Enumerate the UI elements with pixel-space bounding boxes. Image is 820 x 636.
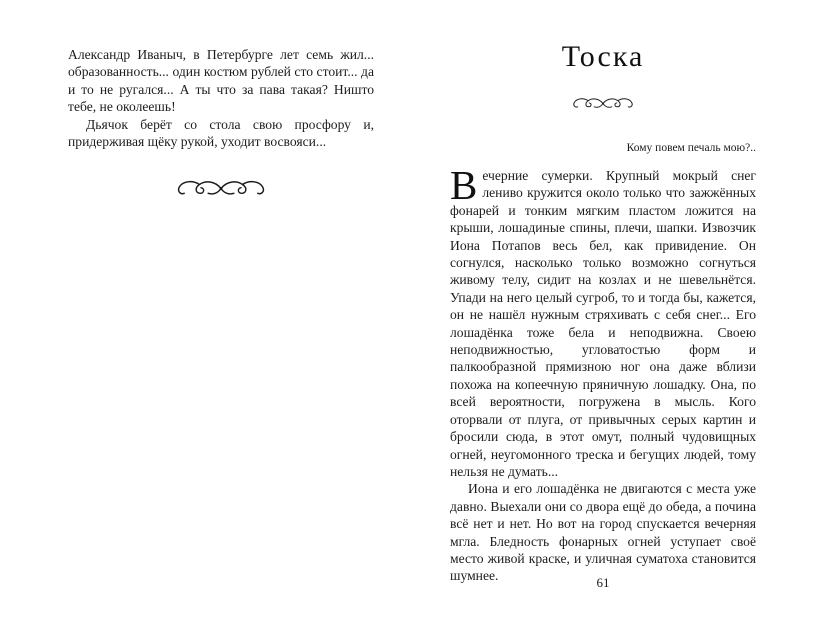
right-page-text: [450, 162, 756, 585]
epigraph: Кому повем печаль мою?..: [626, 142, 756, 154]
page-number: 61: [596, 575, 610, 590]
flourish-ornament: [570, 96, 636, 111]
paragraph-text: ечерние сумерки. Крупный мокрый снег лениво кружится около только что зажжённых фонарей и тонким мягким пластом ложится на крыши, лошадиные спины, плечи, шапки. Извозчик Иона Потапов весь бел, как привидение. Он согнулся, насколько только возможно согнуться живому телу, сидит на козлах и не шевельнётся. Упади на него целый сугроб, то и тогда бы, кажется, он не нашёл нужным стряхивать с себя снег... Его лошадёнка тоже бела и неподвижна. Своею неподвижностью, угловатостью форм и палкообразной прямизною ног она даже вблизи похожа на копеечную пряничную лошадку. Она, по всей вероятности, погружена в мысль. Кого оторвали от плуга, от привычных серых картин и бросили сюда, в этот омут, полный чудовищных огней, неугомонного треска и бегущих людей, тому нельзя не думать...: [450, 168, 756, 479]
left-page-text: [68, 46, 374, 150]
right-page: [450, 38, 756, 585]
paragraph: Иона и его лошадёнка не двигаются с места уже давно. Выехали они со двора ещё до обеда, а почина всё нет и нет. Но вот на город спускается вечерняя мгла. Бледность фонарных огней уступает своё место живой краске, и уличная суматоха становится шумнее.: [450, 481, 756, 584]
left-page: [68, 46, 374, 199]
paragraph: Александр Иваныч, в Петербурге лет семь жил... образованность... один костюм рублей сто стоит... да и то не ругался... А ты что за пава такая? Ништо тебе, не околеешь!: [68, 47, 374, 115]
story-title: Тоска: [561, 40, 645, 73]
flourish-ornament: [173, 178, 269, 199]
paragraph: Дьячок берёт со стола свою просфору и, придерживая щёку рукой, уходит восвояси...: [68, 116, 374, 150]
drop-cap: В: [450, 162, 478, 208]
paragraph: [450, 162, 756, 480]
